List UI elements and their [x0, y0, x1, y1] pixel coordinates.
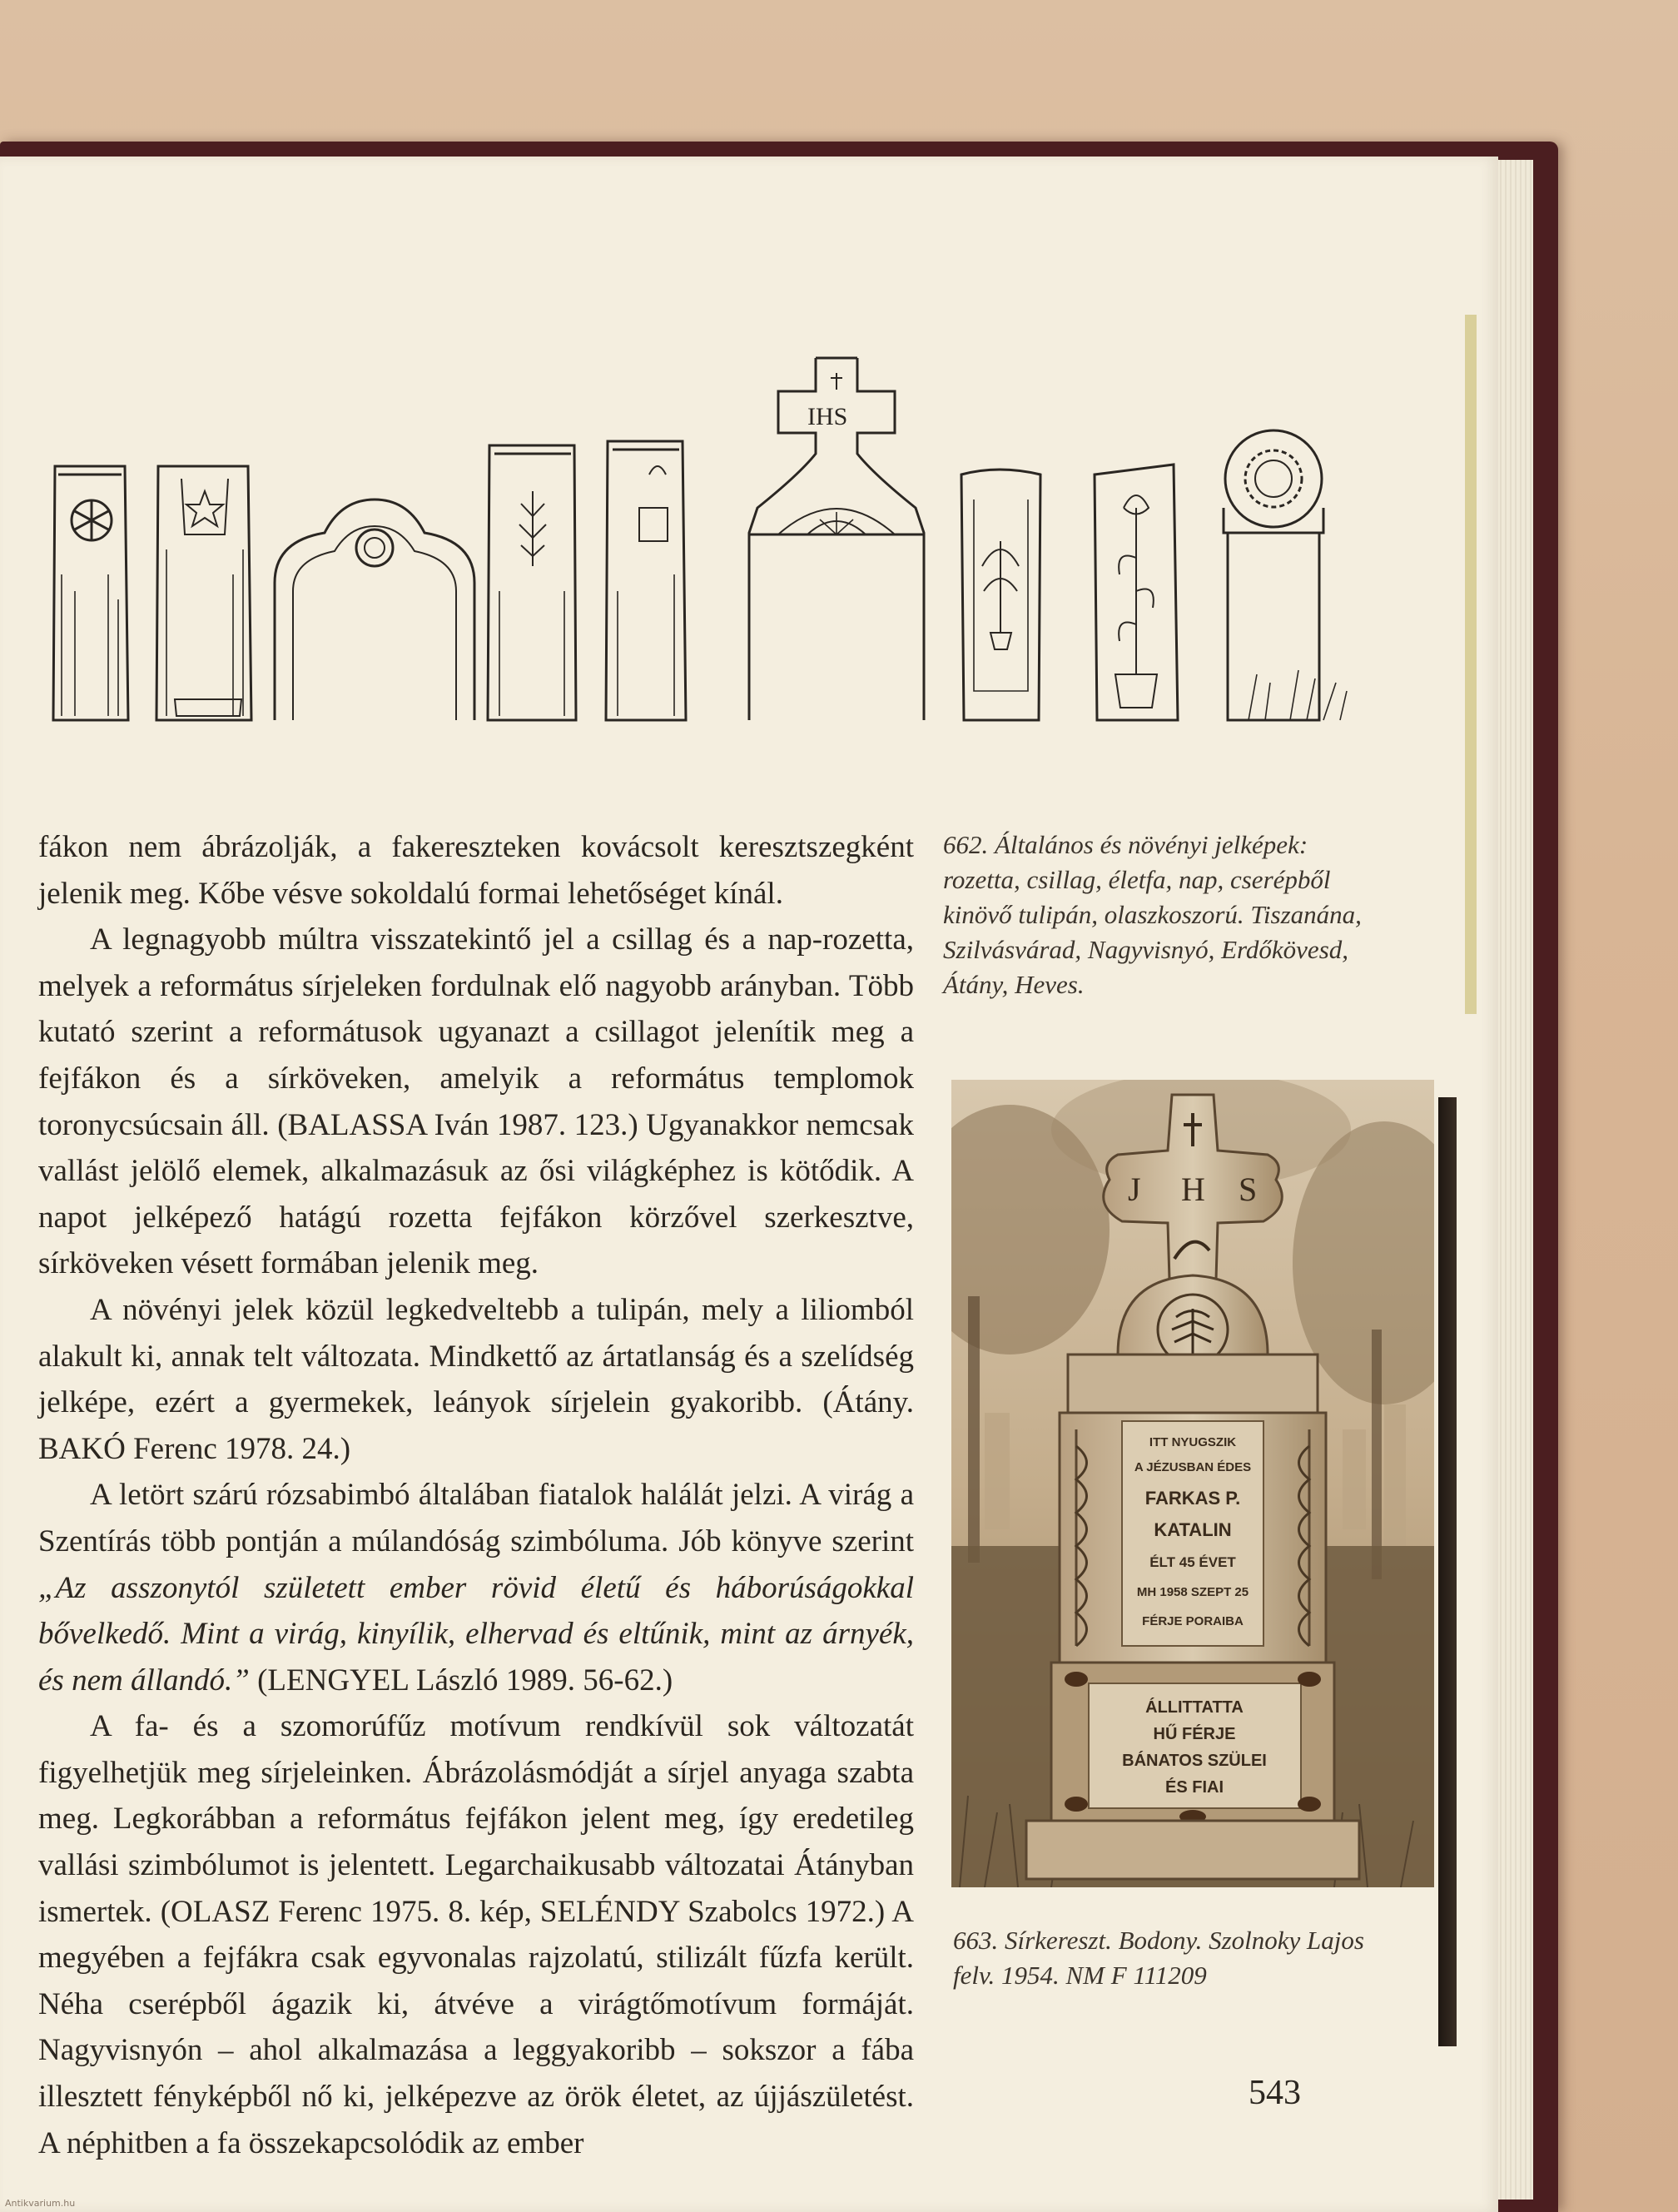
caption-663: 663. Sírkereszt. Bodony. Szolnoky Lajos felv. 1954. NM F 111209: [953, 1926, 1364, 1990]
sketch-wreath-stone: [1224, 430, 1347, 720]
sketch-tulip-post: [1095, 465, 1178, 720]
sketch-cross-stone: [749, 358, 924, 720]
cross-letter-right: S: [1239, 1171, 1258, 1208]
inscription-line-4: KATALIN: [1154, 1519, 1232, 1540]
inscription-line-2: A JÉZUSBAN ÉDES: [1134, 1460, 1252, 1474]
sketch-star-post: [156, 466, 251, 720]
bible-quote: „Az asszonytól született ember rövid életű és háborúságokkal bővelkedő. Mint a virág, kinyílik, elhervad és eltűnik, mint az árnyék, és nem állandó.”: [38, 1570, 914, 1698]
next-page-photo-edge: [1438, 1097, 1457, 2046]
paragraph-3-text: A növényi jelek közül legkedveltebb a tulipán, mely a liliomból alakult ki, annak telt változata. Mindkettő az ártatlanság és a szelídség jelképe, ezért a gyermekek, leányok sírjelein gyakoribb. (Átány. BAKÓ Ferenc 1978. 24.): [38, 1292, 914, 1466]
inscription-line-9: HŰ FÉRJE: [1153, 1725, 1236, 1743]
sketch-rosette-post: [53, 466, 128, 720]
inscription-line-6: MH 1958 SZEPT 25: [1136, 1585, 1249, 1599]
paragraph-2: [38, 917, 914, 1287]
inscription-line-10: BÁNATOS SZÜLEI: [1122, 1752, 1267, 1770]
inscription-line-8: ÁLLITTATTA: [1145, 1698, 1244, 1717]
inscription-line-11: ÉS FIAI: [1164, 1778, 1224, 1797]
sketch-window-post: [606, 441, 686, 720]
paragraph-1: [38, 824, 914, 917]
inscription-line-3: FARKAS P.: [1144, 1488, 1241, 1509]
gravestone-photo: [951, 1080, 1434, 1887]
paragraph-4-text-b: (LENGYEL László 1989. 56-62.): [249, 1663, 673, 1698]
inscription-line-5: ÉLT 45 ÉVET: [1149, 1554, 1236, 1570]
inscription-line-1: ITT NYUGSZIK: [1149, 1435, 1237, 1449]
page-marker-strip: [1465, 315, 1477, 1014]
sketch-arched-stone: [275, 500, 474, 720]
paragraph-4: [38, 1472, 914, 1703]
paragraph-1-text: fákon nem ábrázolják, a fakereszteken kovácsolt keresztszegként jelenik meg. Kőbe vésve sokoldalú formai lehetőséget kínál.: [38, 830, 914, 911]
cross-letter-left: J: [1128, 1171, 1141, 1208]
paragraph-5: [38, 1703, 914, 2166]
paragraph-3: [38, 1287, 914, 1472]
body-text-column: [38, 824, 914, 2166]
grave-marker-sketches: [25, 341, 1398, 733]
inscription-line-7: FÉRJE PORAIBA: [1142, 1614, 1244, 1628]
paragraph-5-text: A fa- és a szomorúfűz motívum rendkívül sok változatát figyelhetjük meg sírjeleinken. Ábrázolásmódját a sírjel anyaga szabta meg. Legkorábban a református fejfákon jelent meg, így eredetileg vallási szimbólumot is jelentett. Legarchaikusabb változatai Átányban ismertek. (OLASZ Ferenc 1975. 8. kép, SELÉNDY Szabolcs 1972.) A megyében a fejfákra csak egyvonalas rajzolatú, stilizált fűzfa került. Néha cserépből ágazik ki, átvéve a virágtőmotívum formáját. Nagyvisnyón – ahol alkalmazása a leggyakoribb – sokszor a fába illesztett fényképből nő ki, jelképezve az örök életet, az újjászületést. A néphitben a fa összekapcsolódik az ember: [38, 1709, 914, 2160]
stone-lower-block: [1026, 1663, 1359, 1879]
paragraph-4-text-a: A letört szárú rózsabimbó általában fiatalok halálát jelzi. A virág a Szentírás több pontján a múlandóság szimbóluma. Jób könyve szerint: [38, 1478, 914, 1558]
watermark: Antikvarium.hu: [5, 2198, 76, 2209]
page-number: 543: [1249, 2074, 1301, 2112]
sketch-tree-of-life-post: [961, 470, 1040, 720]
svg-text:IHS: IHS: [807, 403, 848, 430]
paragraph-2-text: A legnagyobb múltra visszatekintő jel a csillag és a nap-rozetta, melyek a református sírjeleken fordulnak elő nagyobb arányban. Több kutató szerint a reformátusok ugyanazt a csillagot jelenítik meg a fejfákon és a sírköveken, amelyik a református templomok toronycsúcsain áll. (BALASSA Iván 1987. 123.) Ugyanakkor nemcsak vallást jelölő elemek, alkalmazásuk az ősi világképhez is kötődik. A napot jelképező hatágú rozetta fejfákon körzővel szerkesztve, sírköveken vésett formában jelenik meg.: [38, 922, 914, 1281]
caption-662: 662. Általános és növényi jelképek: rozetta, csillag, életfa, nap, cserépből kinövő tulipán, olaszkoszorú. Tiszanána, Szilvásvárad, Nagyvisnyó, Erdőkövesd, Átány, Heves.: [943, 830, 1362, 999]
sketch-tree-post: [488, 445, 576, 720]
cross-letter-middle: H: [1181, 1171, 1205, 1208]
